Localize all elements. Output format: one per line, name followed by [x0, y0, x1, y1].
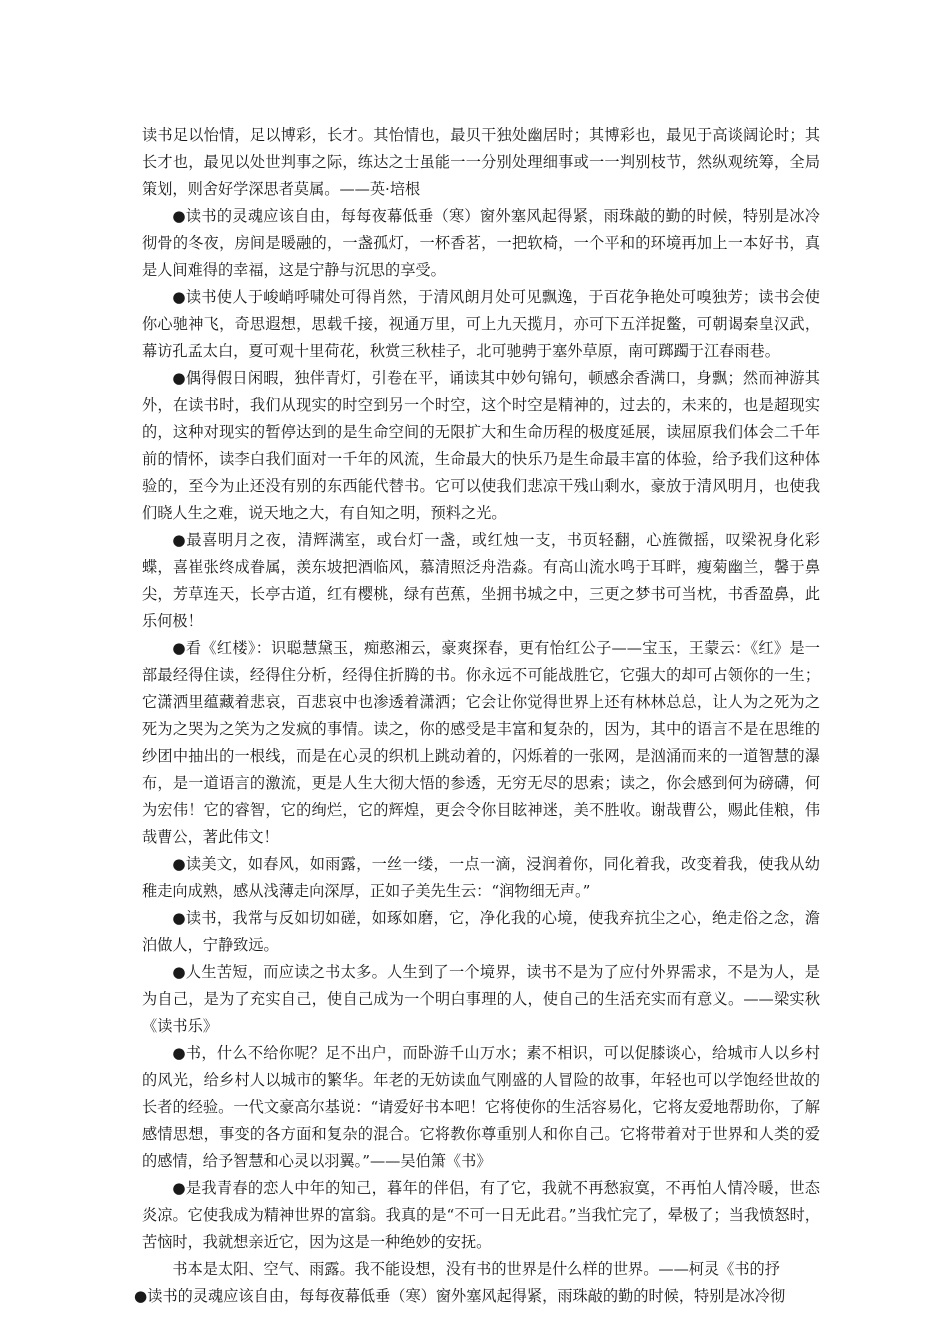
paragraph-books-are-sun: 书本是太阳、空气、雨露。我不能设想，没有书的世界是什么样的世界。——柯灵《书的抒	[172, 1260, 780, 1278]
paragraph-lifelong-companion: ●是我青春的恋人中年的知己，暮年的伴侣，有了它，我就不再愁寂寞，不再怕人情冷暖，世态炎凉。它使我成为精神世界的富翁。我真的是“不可一日无此君。”当我忙完了，晕极了；当我愤怒时，苦恼时，我就想亲近它，因为这是一种绝妙的安抚。	[142, 1179, 820, 1251]
paragraph-purify-mind: ●读书，我常与反如切如磋，如琢如磨，它，净化我的心境，使我弃抗尘之心，绝走俗之念，澹泊做人，宁静致远。	[142, 909, 820, 954]
paragraph-repeated-free-soul: ●读书的灵魂应该自由，每每夜幕低垂（寒）窗外塞风起得紧，雨珠敲的勤的时候，特别是冰冷彻	[134, 1287, 786, 1305]
paragraph-beautiful-prose: ●读美文，如春风，如雨露，一丝一缕，一点一滴，浸润着你，同化着我，改变着我，使我从幼稚走向成熟，感从浅薄走向深厚，正如子美先生云：“润物细无声。”	[142, 855, 820, 900]
paragraph-leisure-reading: ●偶得假日闲暇，独伴青灯，引卷在平，诵读其中妙句锦句，顿感余香满口，身飘；然而神游其外，在读书时，我们从现实的时空到另一个时空，这个时空是精神的，过去的，未来的，也是超现实的，这种对现实的暂停达到的是生命空间的无限扩大和生命历程的极度延展，读屈原我们体会二千年前的情怀，读李白我们面对一千年的风流，生命最大的快乐乃是生命最丰富的体验，给予我们这种体验的，至今为止还没有别的东西能代替书。它可以使我们悲凉干残山剩水，豪放于清风明月，也使我们晓人生之难，说天地之大，有自知之明，预料之光。	[142, 369, 820, 522]
paragraph-free-soul: ●读书的灵魂应该自由，每每夜幕低垂（寒）窗外塞风起得紧，雨珠敲的勤的时候，特别是冰冷彻骨的冬夜，房间是暖融的，一盏孤灯，一杯香茗，一把软椅，一个平和的环境再加上一本好书，真是人间难得的幸福，这是宁静与沉思的享受。	[142, 207, 820, 279]
paragraph-moonlit-night: ●最喜明月之夜，清辉满室，或台灯一盏，或红烛一支，书页轻翻，心旌微摇，叹梁祝身化彩蝶，喜崔张终成眷属，羡东坡把酒临风，慕清照泛舟浩淼。有高山流水鸣于耳畔，瘦菊幽兰，馨于鼻尖，芳草连天，长亭古道，红有樱桃，绿有芭蕉，坐拥书城之中，三更之梦书可当枕，书香盈鼻，此乐何极！	[142, 531, 820, 630]
paragraph-red-chamber: ●看《红楼》：识聪慧黛玉，痴憨湘云，豪爽探春，更有怡红公子——宝玉，王蒙云：《红》是一部最经得住读，经得住分析，经得住折腾的书。你永远不可能战胜它，它强大的却可占领你的一生；它潇洒里蕴藏着悲哀，百悲哀中也渗透着潇洒；它会让你觉得世界上还有林林总总，让人为之死为之死为之哭为之笑为之发疯的事情。读之，你的感受是丰富和复杂的，因为，其中的语言不是在思维的纱团中抽出的一根线，而是在心灵的织机上跳动着的，闪烁着的一张网，是汹涌而来的一道智慧的瀑布，是一道语言的激流，更是人生大彻大悟的参透，无穷无尽的思索；读之，你会感到何为磅礴，何为宏伟！它的睿智，它的绚烂，它的辉煌，更会令你目眩神迷，美不胜收。谢哉曹公，赐此佳粮，伟哉曹公，著此伟文！	[142, 639, 820, 846]
paragraph-mind-flies: ●读书使人于峻峭呼啸处可得肖然，于清风朗月处可见飘逸，于百花争艳处可嗅独芳；读书会使你心驰神飞，奇思遐想，思载千接，视通万里，可上九天揽月，亦可下五洋捉鳖，可朝谒秦皇汉武，幕访孔孟太白，夏可观十里荷花，秋赏三秋桂子，北可驰骋于塞外草原，南可踯躅于江春雨巷。	[142, 288, 820, 360]
paragraph-what-books-give: ●书，什么不给你呢？足不出户，而卧游千山万水；素不相识，可以促膝谈心，给城市人以乡村的风光，给乡村人以城市的繁华。年老的无妨读血气刚盛的人冒险的故事，年轻也可以学饱经世故的长者的经验。一代文豪高尔基说：“请爱好书本吧！它将使你的生活容易化，它将友爱地帮助你，了解感情思想，事变的各方面和复杂的混合。它将教你尊重别人和你自己。它将带着对于世界和人类的爱的感情，给予智慧和心灵以羽翼。”——吴伯箫《书》	[142, 1044, 820, 1170]
paragraph-life-short: ●人生苦短，而应读之书太多。人生到了一个境界，读书不是为了应付外界需求，不是为人，是为自己，是为了充实自己，使自己成为一个明白事理的人，使自己的生活充实而有意义。——梁实秋《读书乐》	[142, 963, 820, 1035]
paragraph-bacon-quote: 读书足以怡情，足以博彩，长才。其怡情也，最贝干独处幽居时；其博彩也，最见于高谈阔论时；其长才也，最见以处世判事之际，练达之士虽能一一分别处理细事或一一判别枝节，然纵观统筹，全局策划，则舍好学深思者莫属。——英·培根	[142, 126, 820, 198]
